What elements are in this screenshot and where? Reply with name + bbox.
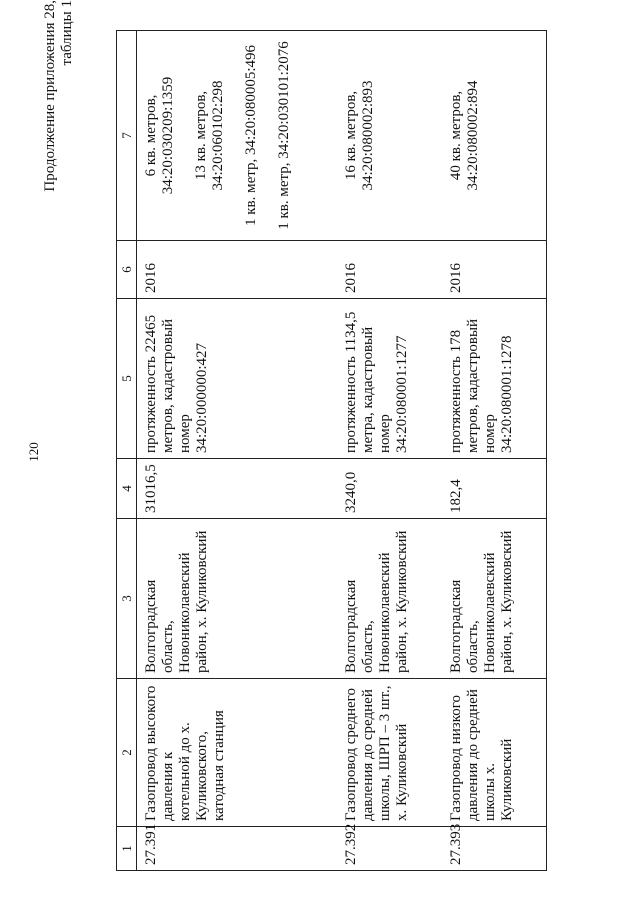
object-name: Газопровод среднего давления до средней школы, ШРП – 3 шт., х. Куликовский <box>337 679 442 827</box>
row-number: 27.392 <box>337 827 442 871</box>
caption-line-2: таблицы 1 <box>59 0 75 66</box>
location-item: 16 кв. метров, 34:20:080002:893 <box>342 80 376 191</box>
object-locations <box>337 31 442 241</box>
object-address: Волгоградская область, Новониколаевский район, х. Куликовский <box>337 519 442 679</box>
column-header-3: 3 <box>117 519 137 679</box>
object-name: Газопровод низкого давления до средней школы х. Куликовский <box>442 679 547 827</box>
column-header-6: 6 <box>117 241 137 299</box>
caption-line-1: Продолжение приложения 28, <box>42 0 58 192</box>
table-row <box>442 31 547 871</box>
object-address: Волгоградская область, Новониколаевский район, х. Куликовский <box>137 519 337 679</box>
object-address: Волгоградская область, Новониколаевский район, х. Куликовский <box>442 519 547 679</box>
column-header-4: 4 <box>117 459 137 519</box>
location-item: 6 кв. метров, 34:20:030209:1359 <box>143 76 176 195</box>
object-locations <box>137 31 337 241</box>
object-year: 2016 <box>442 241 547 299</box>
column-header-1: 1 <box>117 827 137 871</box>
location-item: 1 кв. метр, 34:20:080005:496 <box>243 45 259 227</box>
table-row <box>337 31 442 871</box>
column-header-5: 5 <box>117 299 137 459</box>
location-item: 1 кв. метр, 34:20:030101:2076 <box>276 41 292 230</box>
object-year: 2016 <box>337 241 442 299</box>
object-area: 3240,0 <box>337 459 442 519</box>
object-locations <box>442 31 547 241</box>
location-item: 13 кв. метров, 34:20:060102:298 <box>193 80 226 191</box>
location-item: 40 кв. метров, 34:20:080002:894 <box>447 80 481 191</box>
row-number: 27.393 <box>442 827 547 871</box>
row-number: 27.391 <box>137 827 337 871</box>
object-description: протяженность 22465 метров, кадастровый номер 34:20:000000:427 <box>137 299 337 459</box>
table-row <box>137 31 337 871</box>
page-number: 120 <box>26 442 41 462</box>
object-area: 31016,5 <box>137 459 337 519</box>
object-description: протяженность 178 метров, кадастровый номер 34:20:080001:1278 <box>442 299 547 459</box>
table-caption <box>42 0 76 400</box>
header-row <box>117 31 137 871</box>
column-header-2: 2 <box>117 679 137 827</box>
column-header-7: 7 <box>117 31 137 241</box>
property-table <box>116 30 547 871</box>
object-name: Газопровод высокого давления к котельной до х. Куликовского, катодная станция <box>137 679 337 827</box>
object-description: протяженность 1134,5 метра, кадастровый номер 34:20:080001:1277 <box>337 299 442 459</box>
object-area: 182,4 <box>442 459 547 519</box>
object-year: 2016 <box>137 241 337 299</box>
